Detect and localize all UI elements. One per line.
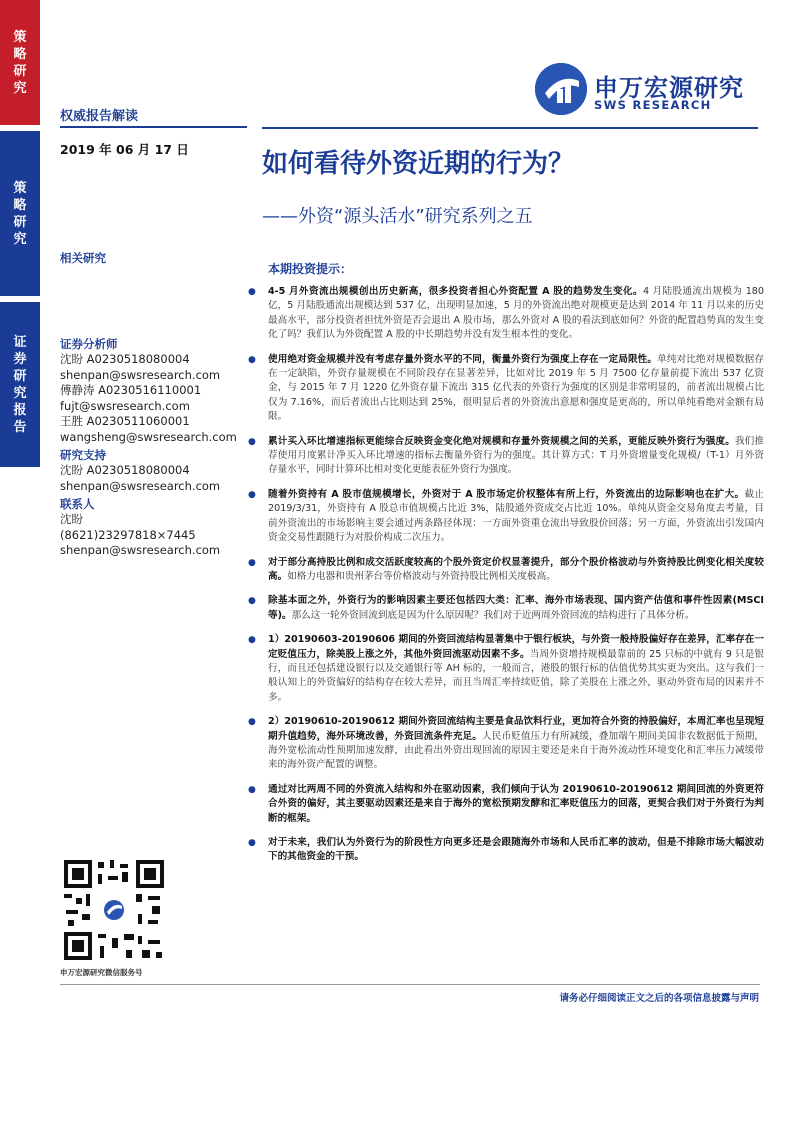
logo-cn: 申万宏源研究 <box>594 74 744 102</box>
bullet-icon: ● <box>248 596 256 607</box>
analyst-line: 王胜 A0230511060001 <box>60 414 190 428</box>
footer-divider <box>60 984 760 985</box>
tips-title: 本期投资提示： <box>268 262 353 276</box>
side-tab-strategy-blue: 策略研究 <box>0 131 40 296</box>
bullet-icon: ● <box>248 354 256 365</box>
contact-label: 联系人 <box>60 497 95 511</box>
bullet-icon: ● <box>248 436 256 447</box>
bullet-icon: ● <box>248 838 256 848</box>
related-research-label: 相关研究 <box>60 251 106 265</box>
bullet-icon: ● <box>248 557 256 568</box>
bullet-icon: ● <box>248 635 256 646</box>
footer-disclaimer: 请务必仔细阅读正文之后的各项信息披露与声明 <box>559 993 759 1004</box>
report-date: 2019 年 06 月 17 日 <box>60 142 189 157</box>
tip-item: ● 随着外资持有 A 股市值规模增长，外资对于 A 股市场定价权整体有所上行，外资流出的边际影响也在扩大。截止 2019/3/31，外资持有 A 股总市值规模占比近 3%，陆股通外资成交占比近 10%。单纯从资金交易角度去考量，目前外资流出的市场影响主要会通过两条路径体现：一方面外资重仓流出导致股价回落；另一方面，外资流出引发国内资金交易性跟随行为对股价构成二次压力。 <box>248 488 764 544</box>
analysts-block <box>60 336 250 559</box>
sws-logo-icon <box>535 63 587 115</box>
analyst-line: 沈盼 A0230518080004 <box>60 352 190 366</box>
tips-list <box>248 285 765 875</box>
page-title: 如何看待外资近期的行为？ <box>262 149 575 179</box>
tip-item: ● 1）20190603-20190606 期间的外资回流结构显著集中于银行板块，与外资一般持股偏好存在差异，汇率存在一定贬值压力，除美股上涨之外，其他外资回流驱动因素不多。当周外资增持规模最靠前的 25 只标的中就有 9 只是银行，而且还包括建设银行以及交通银行等 AH 标的，一般而言，港股的银行标的估值优势其实更为突出。这与我们一般认知上的外资偏好的结构存在较大差异，而且当周汇率持续贬值，除了美股在上涨之外，驱动外资布局的因素并不多。 <box>248 634 764 703</box>
report-type: 权威报告解读 <box>60 109 139 124</box>
qr-caption: 申万宏源研究微信服务号 <box>60 968 143 977</box>
support-line: 沈盼 A0230518080004 <box>60 463 190 477</box>
title-divider <box>262 127 758 129</box>
tip-item: ● 除基本面之外，外资行为的影响因素主要还包括四大类：汇率、海外市场表现、国内资产估值和事件性因素(MSCI 等)。那么这一轮外资回流到底是因为什么原因呢？我们对于近两周外资回流的结构进行了具体分析。 <box>248 595 764 621</box>
contact-phone: (8621)23297818×7445 <box>60 527 196 542</box>
bullet-icon: ● <box>248 784 256 795</box>
support-label: 研究支持 <box>60 448 106 462</box>
contact-name: 沈盼 <box>60 512 83 526</box>
page-subtitle: ——外资“源头活水”研究系列之五 <box>262 206 533 227</box>
qr-code <box>62 858 166 962</box>
support-email: shenpan@swsresearch.com <box>60 478 221 493</box>
analyst-email: wangsheng@swsresearch.com <box>60 429 237 444</box>
tip-item: ● 2）20190610-20190612 期间外资回流结构主要是食品饮料行业，更加符合外资的持股偏好，本周汇率也呈现短期升值趋势，海外环境改善，外资回流条件充足。人民币贬值压力有所减缓，叠加端午期间美国非农数据低于预期，海外宽松流动性预期加速发酵，由此看出外资出现回流的原因主要还是来自于海外流动性环境变化和汇率压力减缓带来的海外资产配置的调整。 <box>248 716 765 771</box>
bullet-icon: ● <box>248 489 256 500</box>
tip-item: ● 4-5 月外资流出规模创出历史新高，很多投资者担心外资配置 A 股的趋势发生变化。4 月陆股通流出规模为 180 亿，5 月陆股通流出规模达到 537 亿，出现明显加速，5 月的外资流出绝对规模更是达到 2014 年 11 月以来的历史最高水平，部分投资者担忧外资是否会退出 A 股市场，那么外资对 A 股的看法到底如何？外资的配置趋势真的发生变化了吗？我们认为外资配置 A 股的中长期趋势并没有发生根本性的变化。 <box>248 286 765 341</box>
contact-email: shenpan@swsresearch.com <box>60 543 221 557</box>
bullet-icon: ● <box>248 287 256 297</box>
tip-item: ● 对于部分高持股比例和成交活跃度较高的个股外资定价权显著提升，部分个股价格波动与外资持股比例变化相关度较高。如格力电器和贵州茅台等价格波动与外资持股比例相关度极高。 <box>248 556 764 582</box>
analyst-email: shenpan@swsresearch.com <box>60 367 221 382</box>
report-type-divider <box>60 126 247 128</box>
analyst-line: 傅静涛 A0230516110001 <box>60 383 202 397</box>
tip-item: ● 累计买入环比增速指标更能综合反映资金变化绝对规模和存量外资规模之间的关系，更能反映外资行为强度。我们推荐使用月度累计净买入环比增速的指标去衡量外资行为的强度。其计算方式：T 月外资增量变化规模/（T-1）月外资存量水平，同时计算环比相对变化更能表征外资行为强度。 <box>248 435 765 476</box>
side-tab-securities-report: 证券研究报告 <box>0 302 40 467</box>
tip-item: ● 通过对比两周不同的外资流入结构和外在驱动因素，我们倾向于认为 20190610-20190612 期间回流的外资更符合外资的偏好，其主要驱动因素还是来自于海外的宽松预期发酵和汇率贬值压力的回落，更契合我们对于外资行为判断的框架。 <box>248 783 764 824</box>
bullet-icon: ● <box>248 717 256 728</box>
logo-en: SWS RESEARCH <box>594 98 712 112</box>
analyst-email: fujt@swsresearch.com <box>60 398 190 413</box>
tip-item: ● 使用绝对资金规模并没有考虑存量外资水平的不同，衡量外资行为强度上存在一定局限性。单纯对比绝对规模数据存在一定缺陷，外资存量规模在不同阶段存在显著差异，比如对比 2019 年 5 月 7500 亿存量前提下流出 537 亿资金，与 2015 年 7 月 1220 亿外资存量下流出 315 亿代表的外资行为强度的区别是非常明显的，前者流出规模占比仅为 7.16%，而后者流出占比则达到 25%，很明显后者的外资流出意愿和强度是更高的，所以单纯看绝对金额有局限。 <box>248 353 764 423</box>
analysts-label: 证券分析师 <box>60 337 118 351</box>
tip-item: ● 对于未来，我们认为外资行为的阶段性方向更多还是会跟随海外市场和人民币汇率的波动，但是不排除市场大幅波动下的其他资金的干预。 <box>248 837 764 863</box>
side-tab-strategy-red: 策略研究 <box>0 0 40 125</box>
